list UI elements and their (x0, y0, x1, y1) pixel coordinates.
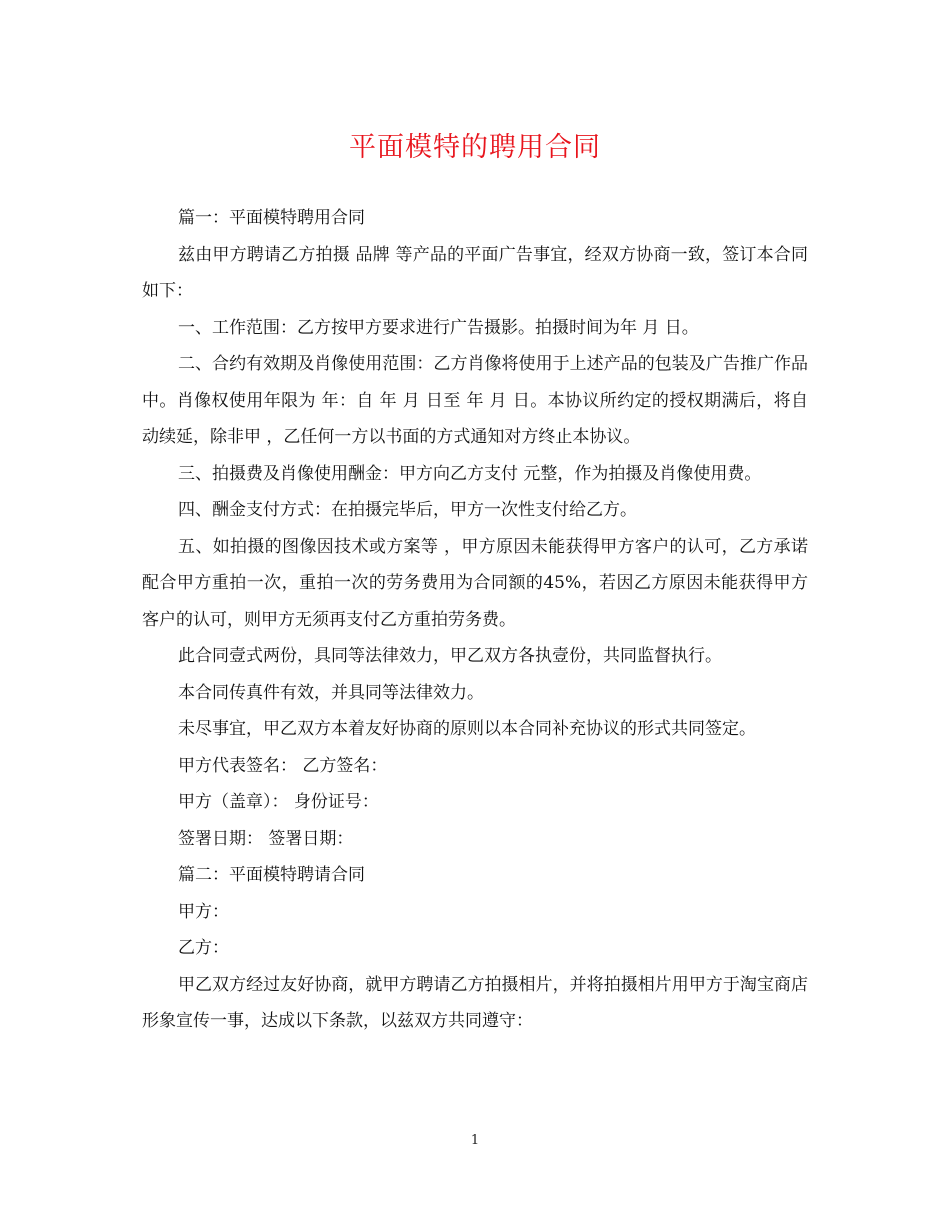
document-title: 平面模特的聘用合同 (349, 132, 601, 163)
clause-supplement: 未尽事宜，甲乙双方本着友好协商的原则以本合同补充协议的形式共同签定。 (178, 719, 756, 739)
seal-line: 甲方（盖章）： 身份证号： (178, 792, 379, 812)
clause-validity: 二、合约有效期及肖像使用范围：乙方肖像将使用于上述产品的包装及广告推广作品中。肖像权使用年限为 年：自 年 月 日至 年 月 日。本协议所约定的授权期满后，将自动续延，除非甲 ，乙任何一方以书面的方式通知对方终止本协议。 (142, 354, 808, 447)
party-b-line: 乙方： (178, 938, 229, 958)
date-line: 签署日期： 签署日期： (178, 828, 354, 849)
clause-reshoot: 五、如拍摄的图像因技术或方案等 ，甲方原因未能获得甲方客户的认可，乙方承诺配合甲方重拍一次，重拍一次的劳务费用为合同额的45%，若因乙方原因未能获得甲方客户的认可，则甲方无须再支付乙方重拍劳务费。 (142, 536, 808, 630)
party-a-line: 甲方： (178, 901, 229, 922)
intro-paragraph: 兹由甲方聘请乙方拍摄 品牌 等产品的平面广告事宜，经双方协商一致，签订本合同如下： (142, 244, 808, 301)
clause-copies: 此合同壹式两份，具同等法律效力，甲乙双方各执壹份，共同监督执行。 (178, 646, 722, 666)
clause-fee: 三、拍摄费及肖像使用酬金：甲方向乙方支付 元整，作为拍摄及肖像使用费。 (178, 463, 762, 484)
section-heading-2: 篇二：平面模特聘请合同 (178, 865, 365, 885)
clause-fax: 本合同传真件有效，并具同等法律效力。 (178, 682, 484, 703)
section-heading-1: 篇一：平面模特聘用合同 (178, 208, 365, 228)
signature-line: 甲方代表签名： 乙方签名： (178, 755, 388, 776)
document-body (142, 200, 808, 1040)
agreement-intro: 甲乙双方经过友好协商，就甲方聘请乙方拍摄相片，并将拍摄相片用甲方于淘宝商店形象宣传一事，达成以下条款，以兹双方共同遵守： (142, 974, 808, 1031)
clause-scope: 一、工作范围：乙方按甲方要求进行广告摄影。拍摄时间为年 月 日。 (178, 317, 699, 338)
clause-payment: 四、酬金支付方式：在拍摄完毕后，甲方一次性支付给乙方。 (178, 500, 637, 520)
page-number: 1 (470, 1133, 480, 1148)
